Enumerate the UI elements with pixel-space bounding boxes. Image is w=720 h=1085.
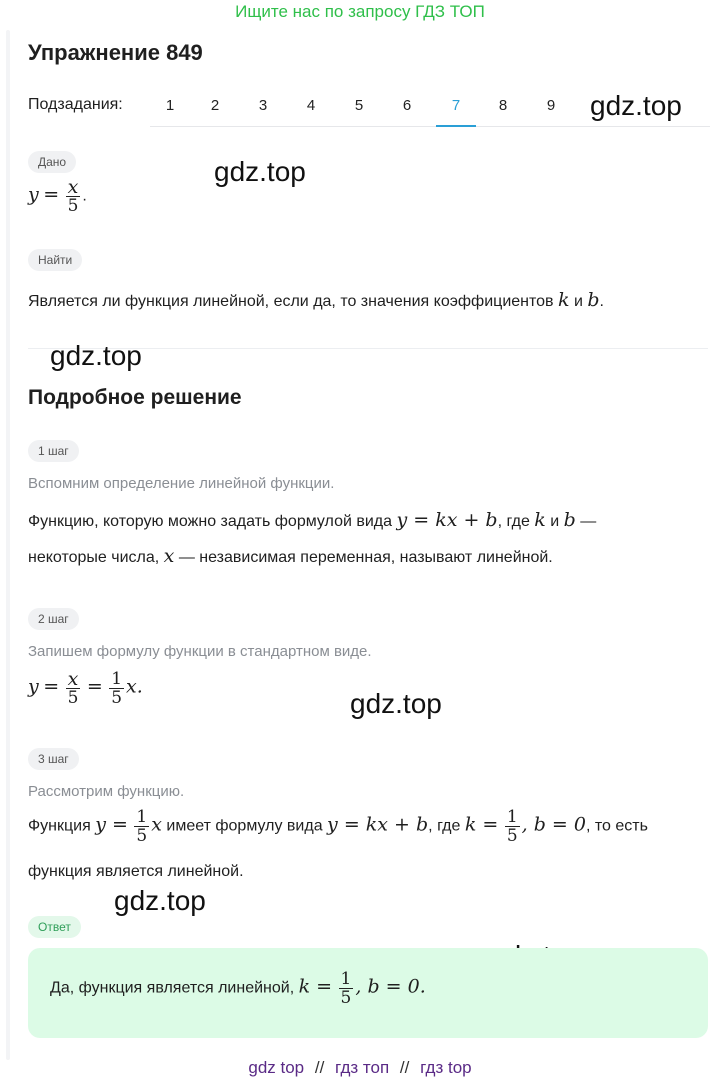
find-b: b bbox=[587, 289, 600, 311]
answer-content bbox=[50, 970, 426, 1007]
step1-dash: — bbox=[580, 513, 597, 530]
step2-lhs: y bbox=[28, 675, 39, 698]
subtask-tab-2[interactable]: 2 bbox=[210, 97, 220, 114]
step3-tail1: , то есть bbox=[585, 817, 648, 835]
find-k: k bbox=[557, 289, 570, 311]
subtask-tab-6[interactable]: 6 bbox=[402, 97, 412, 114]
step3-formula: y = kx + b bbox=[327, 813, 429, 836]
footer-link-gdz-top[interactable]: gdz top bbox=[248, 1058, 305, 1077]
answer-num: 1 bbox=[340, 969, 352, 989]
footer-separator: // bbox=[399, 1058, 410, 1077]
step3-den2: 5 bbox=[506, 826, 518, 846]
answer-den: 5 bbox=[340, 988, 352, 1008]
step2-formula bbox=[28, 670, 143, 707]
find-end: . bbox=[599, 293, 604, 310]
step3-where: , где bbox=[428, 817, 461, 835]
step2-den1: 5 bbox=[67, 688, 79, 708]
top-banner: Ищите нас по запросу ГДЗ ТОП bbox=[235, 2, 485, 21]
given-num: x bbox=[67, 176, 79, 198]
answer-fraction bbox=[339, 970, 354, 1007]
step1-k: k bbox=[534, 509, 546, 531]
step3-line1 bbox=[28, 808, 648, 845]
given-formula bbox=[28, 178, 87, 215]
step1-b: b bbox=[563, 509, 576, 531]
answer-text: Да, функция является линейной, bbox=[50, 979, 295, 997]
step3-badge: 3 шаг bbox=[28, 748, 79, 770]
exercise-title: Упражнение 849 bbox=[28, 40, 203, 65]
find-text bbox=[28, 288, 604, 314]
footer-link-gdz-top-ru[interactable]: гдз топ bbox=[335, 1058, 390, 1077]
step3-x: x bbox=[151, 813, 162, 836]
given-eq: = bbox=[43, 183, 60, 206]
step3-hint: Рассмотрим функцию. bbox=[28, 783, 185, 800]
step1-x: x bbox=[163, 545, 175, 567]
step2-eq1: = bbox=[43, 675, 60, 698]
step1-line2 bbox=[28, 544, 553, 570]
step3-beq: , b = 0 bbox=[521, 813, 586, 836]
given-lhs: y bbox=[28, 183, 39, 206]
footer-link-gdz-top-mixed[interactable]: гдз top bbox=[420, 1058, 472, 1077]
watermark: gdz.top bbox=[50, 340, 142, 371]
step1-line1-before: Функцию, которую можно задать формулой вида bbox=[28, 513, 393, 530]
given-badge: Дано bbox=[28, 151, 76, 173]
watermark: gdz.top bbox=[214, 156, 306, 187]
subtask-tab-9[interactable]: 9 bbox=[546, 97, 556, 114]
step1-formula: y = kx + b bbox=[396, 509, 498, 531]
given-end: . bbox=[82, 187, 87, 205]
step2-tail: x. bbox=[126, 675, 143, 698]
step1-badge: 1 шаг bbox=[28, 440, 79, 462]
subtask-tab-1[interactable]: 1 bbox=[165, 97, 175, 114]
subtask-tab-5[interactable]: 5 bbox=[354, 97, 364, 114]
step3-mid: имеет формулу вида bbox=[166, 817, 323, 835]
step2-eq2: = bbox=[86, 675, 103, 698]
step1-and: и bbox=[550, 513, 560, 530]
step2-fraction-2 bbox=[109, 670, 124, 707]
step1-line1-mid: , где bbox=[497, 513, 530, 530]
step3-num2: 1 bbox=[506, 807, 518, 827]
find-badge: Найти bbox=[28, 249, 82, 271]
subtask-tab-3[interactable]: 3 bbox=[258, 97, 268, 114]
step2-badge: 2 шаг bbox=[28, 608, 79, 630]
step2-fraction-1 bbox=[66, 670, 81, 707]
step1-line2-before: некоторые числа, bbox=[28, 549, 160, 566]
step1-line1 bbox=[28, 508, 596, 534]
answer-beq: , b = 0. bbox=[355, 975, 426, 998]
given-fraction bbox=[66, 178, 81, 215]
find-and: и bbox=[573, 293, 583, 310]
watermark: gdz.top bbox=[590, 90, 682, 121]
step3-den: 5 bbox=[136, 826, 148, 846]
footer-separator: // bbox=[314, 1058, 325, 1077]
step1-line2-after: — независимая переменная, называют линейной. bbox=[178, 549, 553, 566]
step2-hint: Запишем формулу функции в стандартном виде. bbox=[28, 643, 372, 660]
step2-num2: 1 bbox=[111, 669, 123, 689]
step2-den2: 5 bbox=[111, 688, 123, 708]
subtask-tab-8[interactable]: 8 bbox=[498, 97, 508, 114]
step3-num: 1 bbox=[136, 807, 148, 827]
find-text-before: Является ли функция линейной, если да, то значения коэффициентов bbox=[28, 293, 554, 310]
step3-fraction-2 bbox=[505, 808, 520, 845]
subtask-tab-7[interactable]: 7 bbox=[436, 88, 476, 126]
step3-lhs: y = bbox=[95, 813, 128, 836]
step3-line2: функция является линейной. bbox=[28, 863, 244, 880]
step3-word-function: Функция bbox=[28, 817, 91, 835]
watermark: gdz.top bbox=[350, 688, 442, 719]
given-den: 5 bbox=[67, 196, 79, 216]
card-edge bbox=[6, 30, 10, 1060]
step2-num1: x bbox=[67, 668, 79, 690]
solution-title: Подробное решение bbox=[28, 386, 242, 409]
subtasks-label: Подзадания: bbox=[28, 96, 123, 113]
subtask-tab-4[interactable]: 4 bbox=[306, 97, 316, 114]
step3-keq: k = bbox=[464, 813, 499, 836]
answer-keq: k = bbox=[298, 975, 333, 998]
footer-links bbox=[0, 1058, 720, 1078]
watermark: gdz.top bbox=[114, 885, 206, 916]
step1-hint: Вспомним определение линейной функции. bbox=[28, 475, 335, 492]
answer-badge: Ответ bbox=[28, 916, 81, 938]
step3-fraction bbox=[134, 808, 149, 845]
answer-box bbox=[28, 948, 708, 1038]
